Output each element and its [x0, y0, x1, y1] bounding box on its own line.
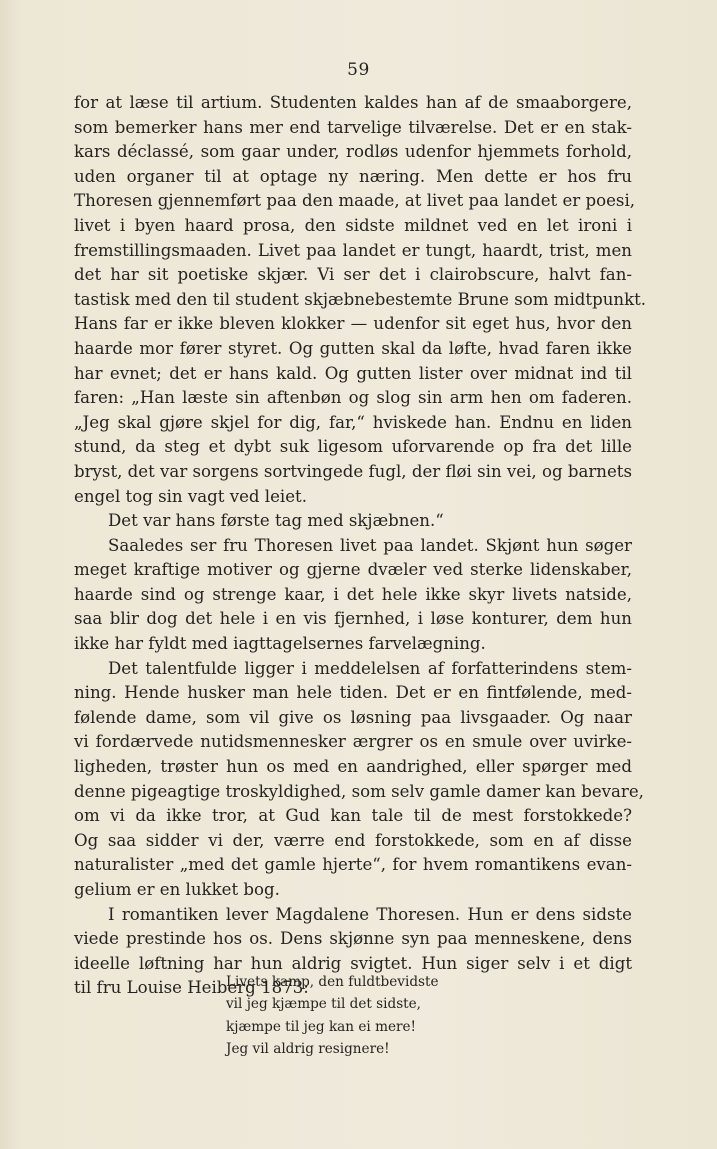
page-number: 59 — [347, 60, 370, 80]
text-line: vi fordærvede nutidsmennesker ærgrer os en smule over uvirke- — [74, 732, 632, 752]
text-line: Det var hans første tag med skjæbnen.“ — [108, 511, 444, 531]
text-line: meget kraftige motiver og gjerne dvæler ved sterke lidenskaber, — [74, 560, 632, 580]
text-line: tastisk med den til student skjæbnebestemte Brune som midtpunkt. — [74, 289, 647, 309]
text-line: for at læse til artium. Studenten kaldes han af de smaaborgere, — [74, 93, 632, 112]
poem-line: Jeg vil aldrig resignere! — [226, 1041, 390, 1058]
text-line: livet i byen haard prosa, den sidste mildnet ved en let ironi i — [74, 215, 632, 235]
text-line: Og saa sidder vi der, værre end forstokkede, som en af disse — [74, 830, 632, 850]
text-line: ideelle løftning har hun aldrig svigtet. Hun siger selv i et digt — [74, 953, 632, 973]
text-line: denne pigeagtige troskyldighed, som selv gamle damer kan bevare, — [74, 781, 644, 801]
text-line: I romantiken lever Magdalene Thoresen. Hun er dens sidste — [108, 904, 632, 924]
text-line: viede prestinde hos os. Dens skjønne syn paa menneskene, dens — [74, 929, 632, 949]
text-line: gelium er en lukket bog. — [74, 880, 280, 899]
text-line: „Jeg skal gjøre skjel for dig, far,“ hviskede han. Endnu en liden — [74, 412, 632, 432]
text-line: haarde mor fører styret. Og gutten skal da løfte, hvad faren ikke — [74, 338, 632, 358]
poem-line: Livets kamp, den fuldtbevidste — [226, 974, 439, 990]
text-line: naturalister „med det gamle hjerte“, for hvem romantikens evan- — [74, 855, 632, 875]
text-line: ikke har fyldt med iagttagelsernes farvelægning. — [74, 634, 486, 654]
text-line: følende dame, som vil give os løsning paa livsgaader. Og naar — [74, 707, 632, 727]
text-line: som bemerker hans mer end tarvelige tilværelse. Det er en stak- — [74, 117, 632, 137]
poem-line: kjæmpe til jeg kan ei mere! — [226, 1018, 417, 1035]
text-line: bryst, det var sorgens sortvingede fugl, der fløi sin vei, og barnets — [74, 461, 632, 481]
text-line: til fru Louise Heiberg 1873: — [74, 978, 309, 998]
text-line: stund, da steg et dybt suk ligesom uforvarende op fra det lille — [74, 437, 632, 457]
text-line: Hans far er ikke bleven klokker — udenfor sit eget hus, hvor den — [74, 314, 632, 334]
text-line: saa blir dog det hele i en vis fjernhed, i løse konturer, dem hun — [74, 609, 632, 629]
text-line: ligheden, trøster hun os med en aandrighed, eller spørger med — [74, 757, 632, 777]
text-line: fremstillingsmaaden. Livet paa landet er tungt, haardt, trist, men — [74, 240, 632, 260]
text-line: har evnet; det er hans kald. Og gutten lister over midnat ind til — [74, 363, 632, 383]
text-line: faren: „Han læste sin aftenbøn og slog sin arm hen om faderen. — [74, 388, 632, 408]
poem-quote — [226, 971, 506, 1061]
text-line: Saaledes ser fru Thoresen livet paa landet. Skjønt hun søger — [108, 535, 632, 555]
text-line: haarde sind og strenge kaar, i det hele ikke skyr livets natside, — [74, 584, 632, 604]
text-line: uden organer til at optage ny næring. Men dette er hos fru — [74, 166, 632, 186]
text-line: Det talentfulde ligger i meddelelsen af forfatterindens stem- — [108, 658, 632, 678]
text-line: ning. Hende husker man hele tiden. Det er en fintfølende, med- — [74, 683, 632, 703]
poem-line: vil jeg kjæmpe til det sidste, — [226, 996, 422, 1013]
text-line: det har sit poetiske skjær. Vi ser det i clairobscure, halvt fan- — [74, 265, 632, 285]
body-text — [74, 91, 647, 1001]
text-line: engel tog sin vagt ved leiet. — [74, 486, 307, 506]
text-line: kars déclassé, som gaar under, rodløs udenfor hjemmets forhold, — [74, 142, 632, 162]
text-line: Thoresen gjennemført paa den maade, at livet paa landet er poesi, — [74, 191, 636, 211]
text-line: om vi da ikke tror, at Gud kan tale til de mest forstokkede? — [74, 806, 632, 826]
